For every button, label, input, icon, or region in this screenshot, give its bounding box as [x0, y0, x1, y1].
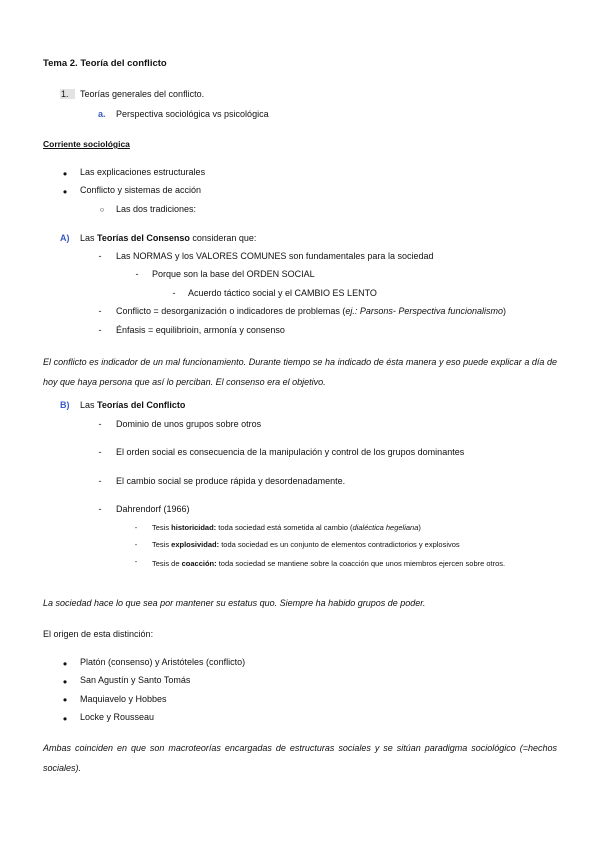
bullet-icon: ●: [62, 659, 68, 668]
dash-icon: -: [98, 447, 102, 457]
paragraph-conclusion: Ambas coinciden en que son macroteorías encargadas de estructuras sociales y se sitúan paradigma sociológico (=hechos sociales).: [43, 743, 557, 773]
consenso-item: Énfasis = equilibrioin, armonía y consenso: [116, 325, 285, 335]
dash-icon: -: [134, 540, 138, 549]
list-letter-a: a.: [98, 109, 106, 119]
consenso-subitem: Porque son la base del ORDEN SOCIAL: [152, 269, 315, 279]
consenso-subsubitem: Acuerdo táctico social y el CAMBIO ES LENTO: [188, 288, 377, 298]
tesis-item: Tesis explosividad: toda sociedad es un conjunto de elementos contradictorios y explosivos: [152, 540, 460, 549]
origin-item: Locke y Rousseau: [80, 712, 155, 722]
consenso-item: Las NORMAS y los VALORES COMUNES son fundamentales para la sociedad: [116, 251, 434, 261]
origin-label: El origen de esta distinción:: [43, 629, 154, 639]
paragraph-status-quo: La sociedad hace lo que sea por mantener su estatus quo. Siempre ha habido grupos de poder.: [43, 598, 426, 608]
consenso-heading: Las Teorías del Consenso consideran que:: [80, 233, 257, 243]
dash-icon: -: [98, 419, 102, 429]
dash-icon: -: [135, 269, 139, 279]
origin-item: San Agustín y Santo Tomás: [80, 675, 191, 685]
circle-bullet-icon: ○: [99, 205, 105, 214]
bullet-item: Conflicto y sistemas de acción: [80, 185, 202, 195]
paragraph-consenso: El conflicto es indicador de un mal funcionamiento. Durante tiempo se ha indicado de ésta manera y eso puede explicar a día de hoy que haya persona que así lo perciban. El consenso era el objetivo.: [43, 357, 557, 387]
bullet-item: Las explicaciones estructurales: [80, 167, 206, 177]
section-heading: Corriente sociológica: [43, 139, 130, 149]
bullet-icon: ●: [62, 695, 68, 704]
dash-icon: -: [98, 251, 102, 261]
bullet-icon: ●: [62, 677, 68, 686]
dash-icon: -: [98, 504, 102, 514]
bullet-icon: ●: [62, 187, 68, 196]
dash-icon: -: [172, 288, 176, 298]
sub-bullet-item: Las dos tradiciones:: [116, 204, 197, 214]
tesis-item: Tesis de coacción: toda sociedad se mantiene sobre la coacción que unos miembros ejercen sobre otros.: [152, 559, 506, 568]
letter-a-marker: A): [60, 233, 70, 243]
dash-icon: -: [98, 325, 102, 335]
dash-icon: -: [98, 306, 102, 316]
origin-item: Maquiavelo y Hobbes: [80, 694, 167, 704]
list-item-1: Teorías generales del conflicto.: [80, 89, 205, 99]
tesis-item: Tesis historicidad: toda sociedad está sometida al cambio (dialéctica hegeliana): [152, 523, 421, 532]
bullet-icon: ●: [62, 714, 68, 723]
dash-icon: -: [134, 557, 138, 566]
conflicto-item: El orden social es consecuencia de la manipulación y control de los grupos dominantes: [116, 447, 465, 457]
dash-icon: -: [134, 523, 138, 532]
conflicto-item: Dominio de unos grupos sobre otros: [116, 419, 262, 429]
conflicto-heading: Las Teorías del Conflicto: [80, 400, 186, 410]
dash-icon: -: [98, 476, 102, 486]
origin-item: Platón (consenso) y Aristóteles (conflicto): [80, 657, 246, 667]
letter-b-marker: B): [60, 400, 70, 410]
page-title: Tema 2. Teoría del conflicto: [43, 58, 167, 69]
consenso-item: Conflicto = desorganización o indicadores de problemas (ej.: Parsons- Perspectiva funcionalismo): [116, 306, 506, 316]
conflicto-item: El cambio social se produce rápida y desordenadamente.: [116, 476, 346, 486]
list-item-a: Perspectiva sociológica vs psicológica: [116, 109, 269, 119]
list-number: 1.: [60, 89, 75, 99]
bullet-icon: ●: [62, 169, 68, 178]
conflicto-item: Dahrendorf (1966): [116, 504, 190, 514]
